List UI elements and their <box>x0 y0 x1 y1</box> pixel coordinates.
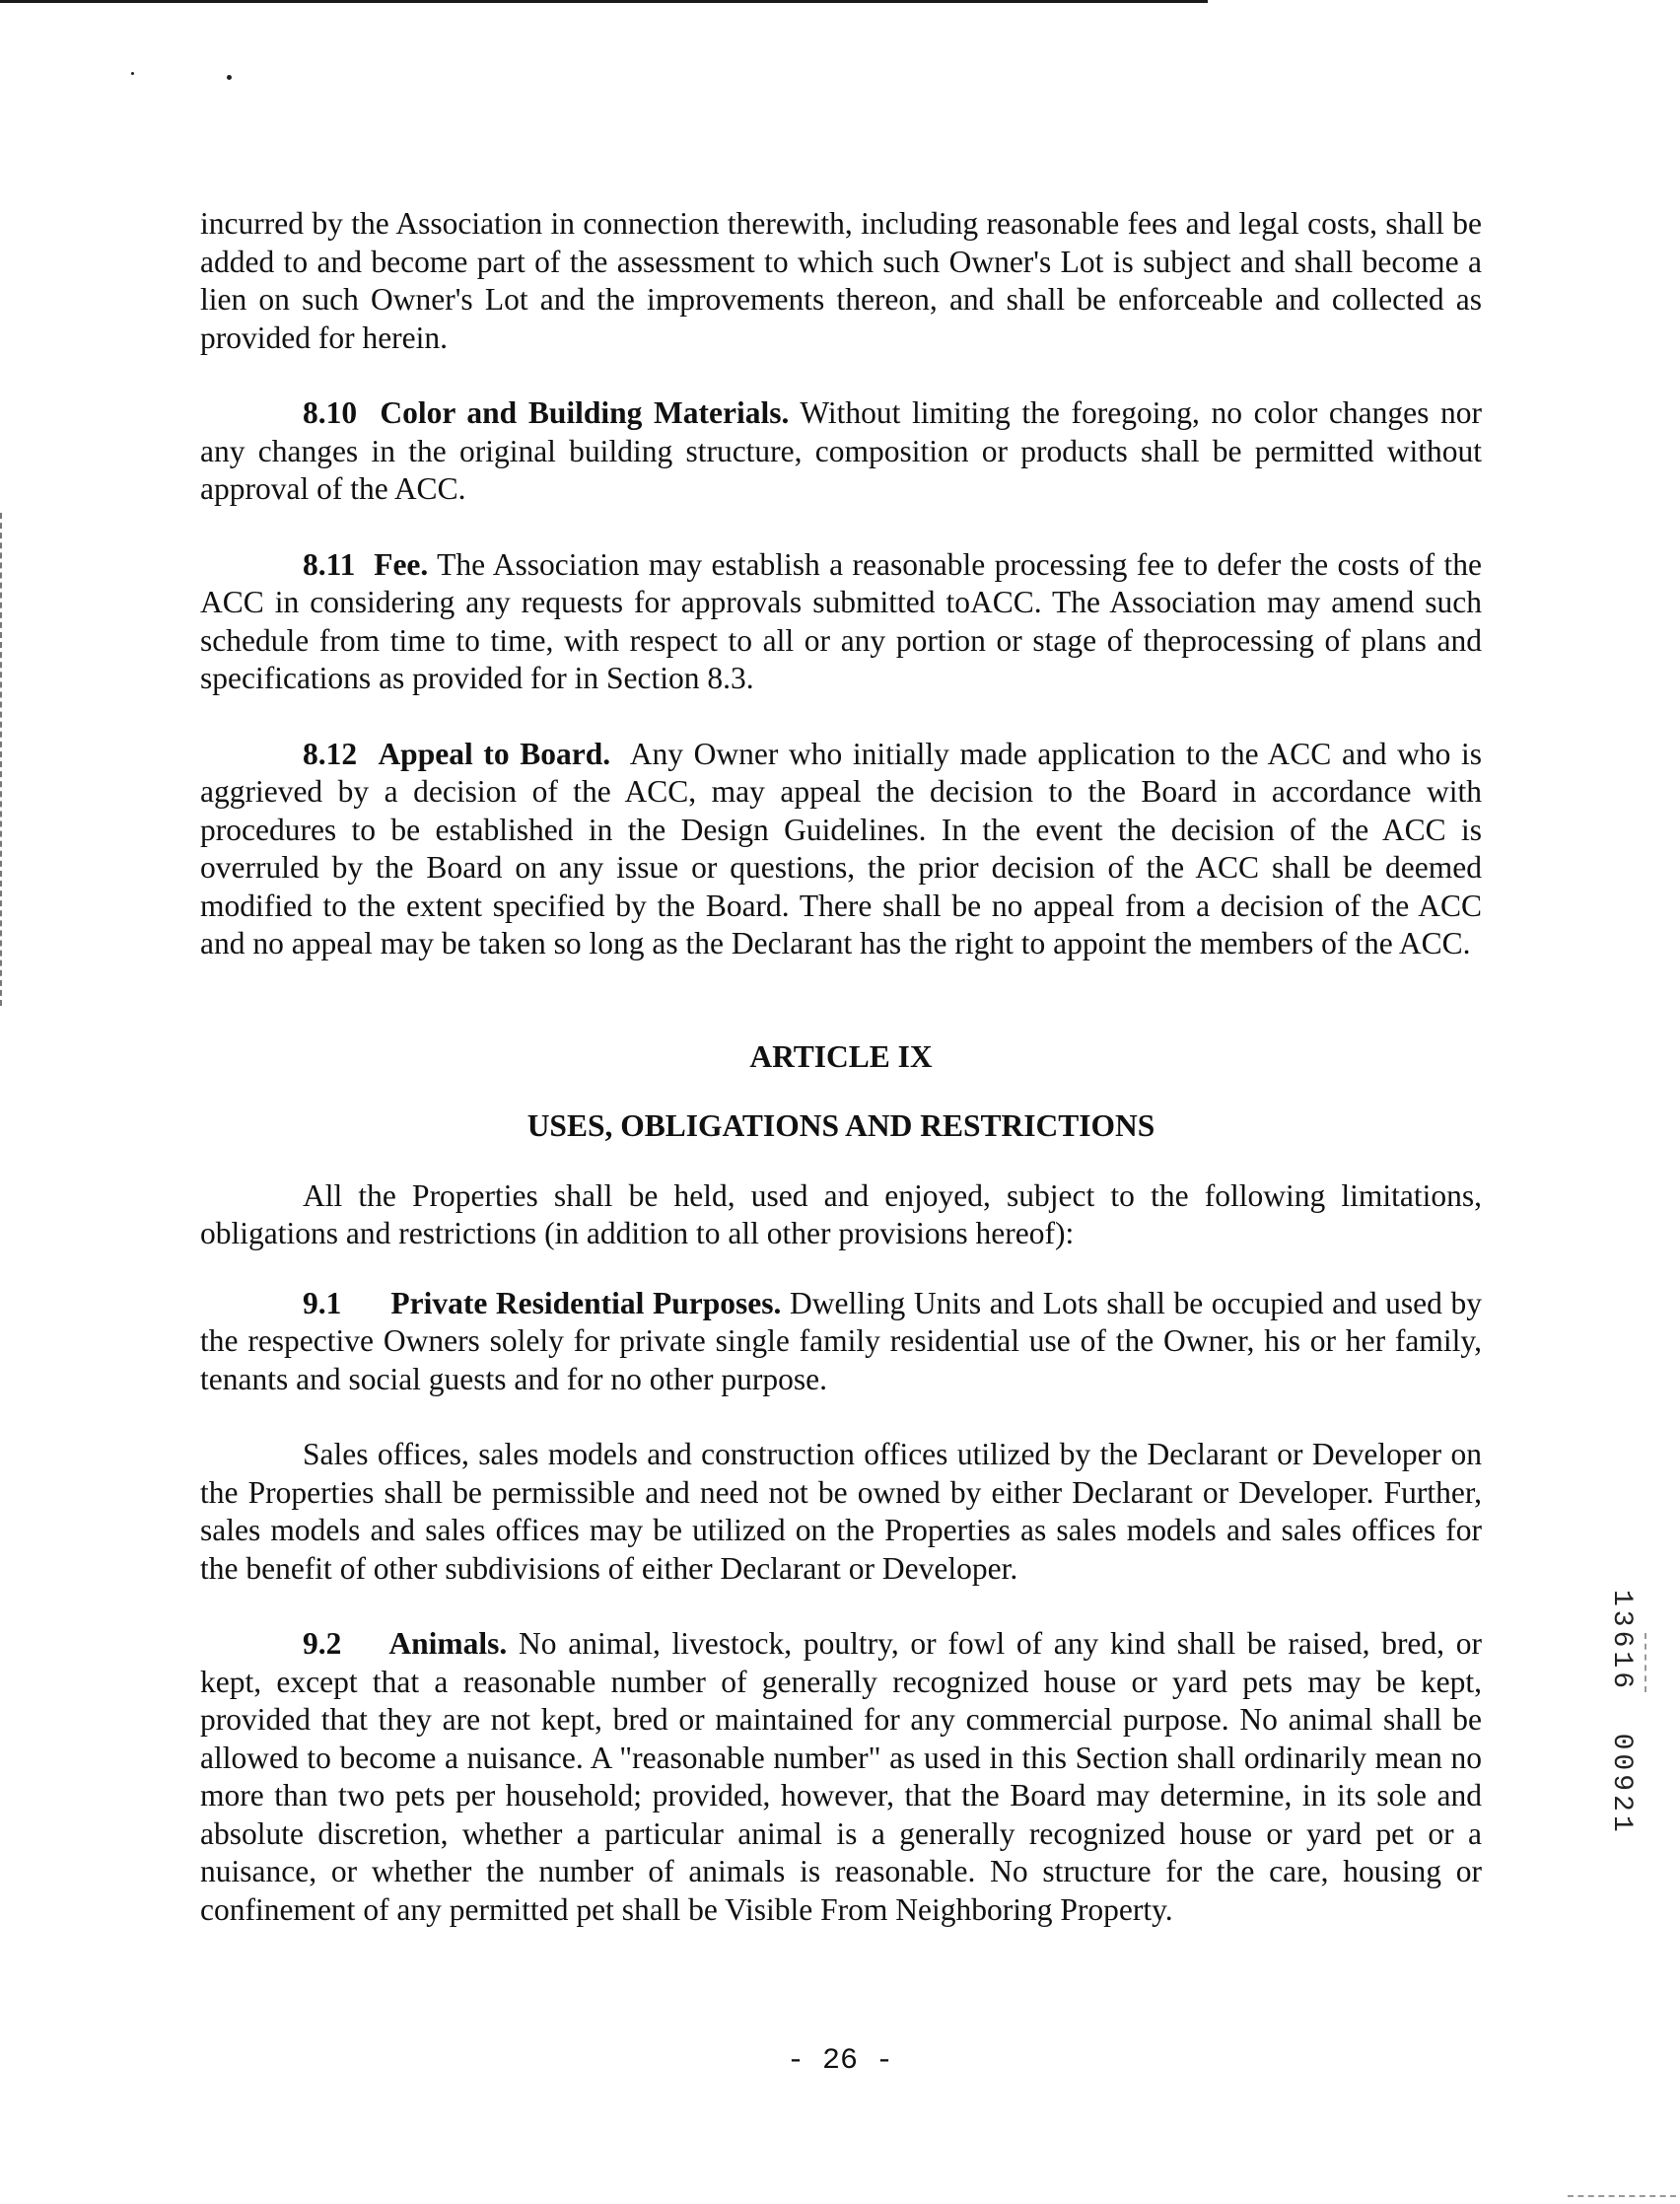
page-number: - 26 - <box>786 2044 894 2078</box>
article-title: ARTICLE IX <box>749 1038 933 1074</box>
sales-offices-paragraph: Sales offices, sales models and construction offices utilized by the Declarant or Developer on the Properties shall be permissible and need not be owned by either Declarant or Developer. Further, sales models and sales offices may be utilized on the Properties as sales models and sales offices for the benefit of other subdivisions of either Declarant or Developer. <box>200 1437 1482 1586</box>
section-title: Color and Building Materials. <box>380 395 790 430</box>
section-9-1 <box>200 1285 1482 1399</box>
recording-stamp-text: 13616 00921 <box>1606 1590 1637 1836</box>
section-number: 9.2 <box>303 1626 342 1661</box>
section-number: 8.10 <box>303 395 358 430</box>
section-8-12 <box>200 736 1482 963</box>
top-border-line <box>0 0 1208 3</box>
section-8-10 <box>200 394 1482 509</box>
continuation-paragraph: incurred by the Association in connection therewith, including reasonable fees and legal costs, shall be added to and become part of the assessment to which such Owner's Lot is subject and shall become a lien on such Owner's Lot and the improvements thereon, and shall be enforceable and collected as provided for herein. <box>200 206 1482 355</box>
section-number: 8.11 <box>303 546 356 582</box>
recording-stamp <box>1606 1590 1676 1846</box>
section-text: Dwelling Units and Lots shall be occupied and used by the respective Owners solely for private single family residential use of the Owner, his or her family, tenants and social guests and for no other purpose. <box>200 1285 1482 1396</box>
scan-edge-marks <box>1568 2195 1676 2199</box>
section-9-2 <box>200 1625 1482 1929</box>
scan-speck <box>227 75 232 80</box>
scan-edge-marks <box>1645 1633 1648 1692</box>
section-title: Animals. <box>388 1626 508 1661</box>
section-text: Without limiting the foregoing, no color changes nor any changes in the original building structure, composition or products shall be permitted without approval of the ACC. <box>200 395 1482 506</box>
section-text: The Association may establish a reasonable processing fee to defer the costs of the ACC in considering any requests for approvals submitted toACC. The Association may amend such schedule from time to time, with respect to all or any portion or stage of theprocessing of plans and specifications as provided for in Section 8.3. <box>200 546 1483 695</box>
article-subtitle: USES, OBLIGATIONS AND RESTRICTIONS <box>526 1108 1155 1143</box>
section-title: Fee. <box>374 546 429 582</box>
section-number: 9.1 <box>303 1285 342 1320</box>
document-page <box>200 205 1482 1929</box>
scan-speck <box>131 72 134 75</box>
section-8-11 <box>200 546 1482 698</box>
section-title: Appeal to Board. <box>378 736 611 771</box>
section-title: Private Residential Purposes. <box>390 1285 782 1320</box>
article-intro: All the Properties shall be held, used and enjoyed, subject to the following limitations, obligations and restrictions (in addition to all other provisions hereof): <box>200 1177 1482 1250</box>
section-text: Any Owner who initially made application to the ACC and who is aggrieved by a decision of the ACC, may appeal the decision to the Board in accordance with procedures to be established in the Design Guidelines. In the event the decision of the ACC is overruled by the Board on any issue or questions, the prior decision of the ACC shall be deemed modified to the extent specified by the Board. There shall be no appeal from a decision of the ACC and no appeal may be taken so long as the Declarant has the right to appoint the members of the ACC. <box>200 736 1483 960</box>
scan-edge-marks <box>0 513 4 1006</box>
section-number: 8.12 <box>303 736 358 771</box>
section-text: No animal, livestock, poultry, or fowl of any kind shall be raised, bred, or kept, except that a reasonable number of generally recognized house or yard pets may be kept, provided that they are not kept, bred or maintained for any commercial purpose. No animal shall be allowed to become a nuisance. A "reasonable number" as used in this Section shall ordinarily mean no more than two pets per household; provided, however, that the Board may determine, in its sole and absolute discretion, whether a particular animal is a generally recognized house or yard pet or a nuisance, or whether the number of animals is reasonable. No structure for the care, housing or confinement of any permitted pet shall be Visible From Neighboring Property. <box>200 1626 1483 1927</box>
